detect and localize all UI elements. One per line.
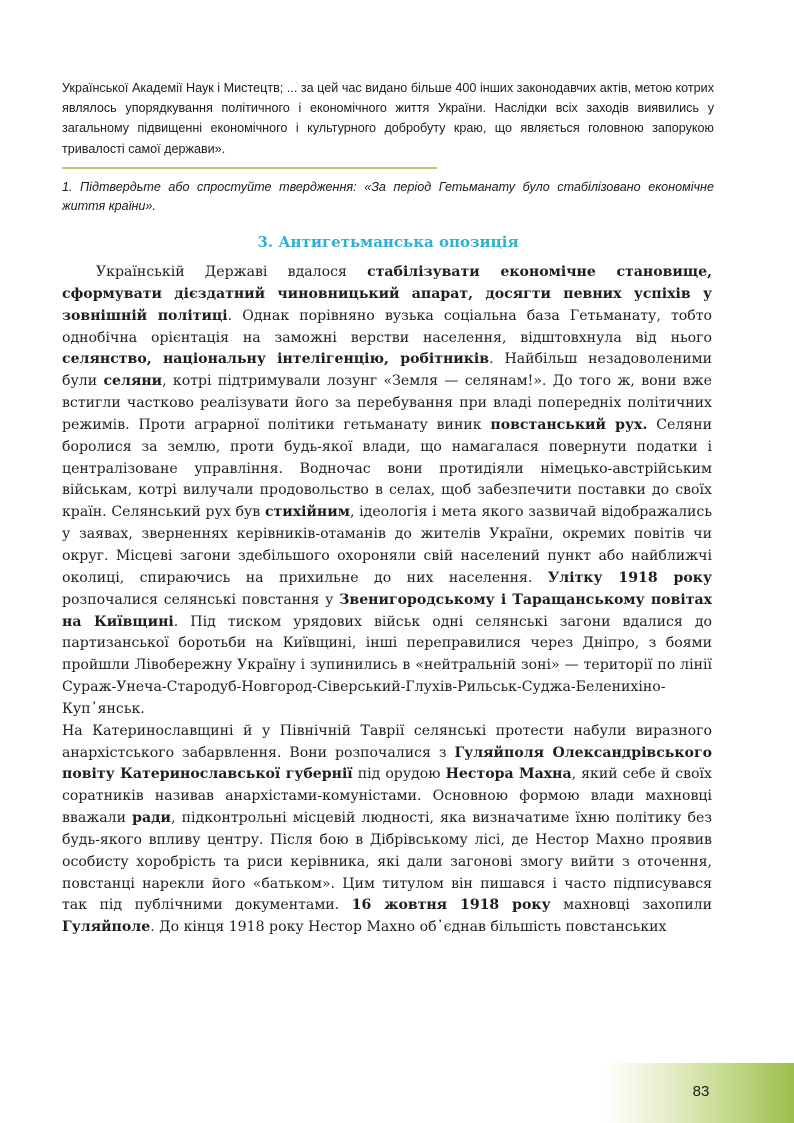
text-run: , котрі підтримували лозунг «Земля — селянам!». До того ж, вони вже встигли частково реалізувати його за перебування при владі попередніх політичних режимів. Проти аграрної політики гетьманату виник <box>62 373 712 433</box>
text-run: махновці захопили <box>550 897 712 914</box>
bold-run: повстанський рух. <box>490 416 648 433</box>
section-title: 3. Антигетьманська опозиція <box>257 233 519 251</box>
bold-run: селяни <box>103 373 163 390</box>
text-run: . Однак порівняно вузька соціальна база Гетьманату, тобто однобічна орієнтація на заможні верстви населення, відштовхнула від нього <box>62 307 713 346</box>
main-text <box>62 262 712 939</box>
bold-run: 16 жовтня 1918 року <box>351 897 551 914</box>
text-run: На Катеринославщині й у Північній Таврії селянські протести набули виразного анархістського забарвлення. Вони розпочалися з <box>62 722 712 761</box>
quote-text: Української Академії Наук і Мистецтв; ... за цей час видано більше 400 інших законодавчих актів, метою котрих являлось упорядкування політичного і економічного життя України. Наслідки всіх заходів виявились у загальному підвищенні економічного і культурного добробуту краю, що являється головною запорукою тривалості самої держави». <box>62 81 714 156</box>
text-run: . Під тиском урядових військ одні селянські загони вдалися до партизанської боротьби на Київщині, інші переправилися через Дніпро, з боями пройшли Лівобережну Україну і зупинились в «нейтральній зоні» — території по лінії Сураж-Унеча-Стародуб-Новгород-Сіверський-Глухів-Рильськ-Суджа-Беленихіно-Куп᾽янськ. <box>62 613 712 717</box>
task-question: 1. Підтвердьте або спростуйте твердження: «За період Гетьманату було стабілізовано економічне життя країни». <box>62 180 714 213</box>
text-run: , який себе й своїх соратників називав анархістами-комуністами. Основною формою влади махновці вважали <box>62 766 712 827</box>
page-number: 83 <box>692 1083 710 1100</box>
bold-run: стихійним <box>264 504 350 521</box>
text-run: під орудою <box>352 766 446 783</box>
text-run: Селяни боролися за землю, проти будь-якої влади, що намагалася повернути податки і централізоване управління. Водночас вони протидіяли німецько-австрійським військам, котрі вилучали продовольство в селах, щоб забезпечити поставки до своїх країн. Селянський рух був <box>62 416 712 521</box>
bold-run: ради <box>132 810 171 827</box>
text-run: , підконтрольні місцевій людності, яка визначатиме їхню політику без будь-якого впливу центру. Після бою в Дібрівському лісі, де Нестор Махно проявив особисту хоробрість та риси керівника, які дали загонові змогу вийти з оточення, повстанці нарекли його «батьком». Цим титулом він пишався і часто підписувався так під публічними документами. <box>62 810 713 914</box>
text-run: . До кінця 1918 року Нестор Махно об᾽єднав більшість повстанських <box>150 919 667 936</box>
bold-run: Нестора Махна <box>445 766 572 783</box>
bold-run: селянство, національну інтелігенцію, робітників <box>62 351 490 368</box>
paragraph-2 <box>62 721 712 939</box>
bold-run: Гуляйполя Олександрівського повіту Катеринославської губернії <box>62 744 712 783</box>
bold-run: Улітку 1918 року <box>547 569 712 586</box>
bold-run: стабілізувати економічне становище, сформувати дієздатний чиновницький апарат, досягти певних успіхів у зовнішній політиці <box>62 264 712 324</box>
quote-divider <box>62 167 437 169</box>
paragraph-1 <box>62 262 712 721</box>
text-run: розпочалися селянські повстання у <box>62 591 340 608</box>
bold-run: Гуляйполе <box>62 919 151 936</box>
text-run: . Найбільш незадоволеними були <box>62 351 712 390</box>
bold-run: Звенигородському і Таращанському повітах на Київщині <box>62 591 712 630</box>
text-run: Українській Державі вдалося <box>96 264 368 280</box>
text-run: , ідеологія і мета якого зазвичай відображались у заявах, зверненнях керівників-отаманів до жителів України, окремих повітів чи округ. Місцеві загони здебільшого охороняли свій населений пункт або найближчі околиці, спираючись на прихильне до них населення. <box>62 504 712 586</box>
